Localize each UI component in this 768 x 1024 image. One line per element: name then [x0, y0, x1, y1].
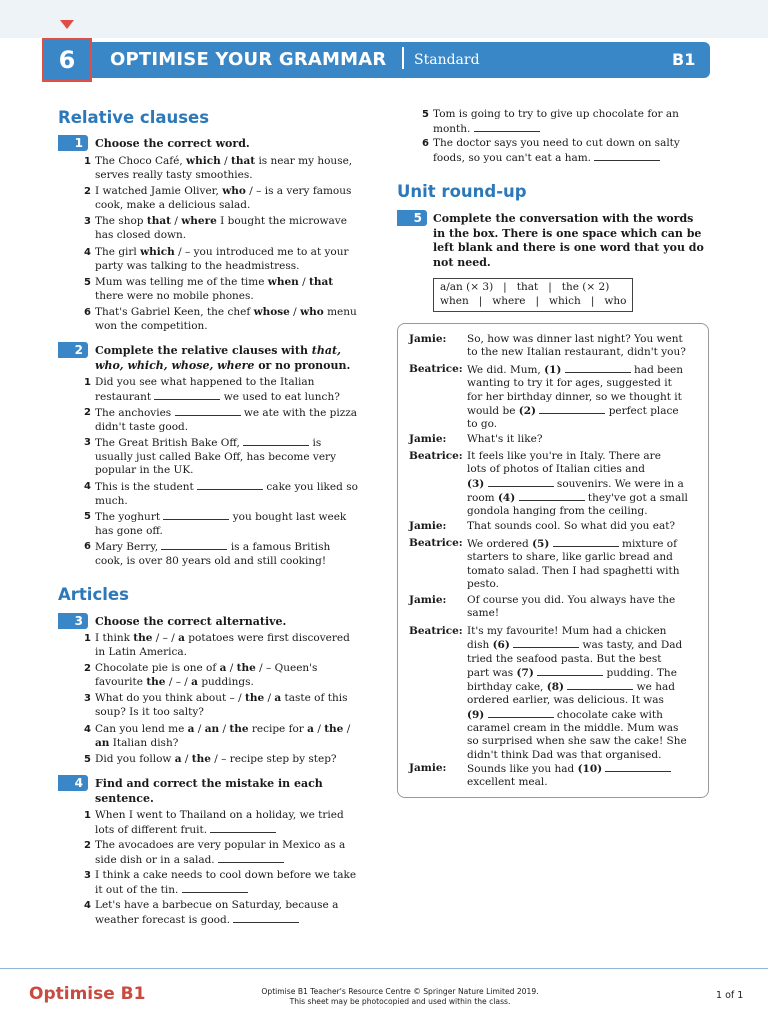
exercise-2-item-number: 4 — [84, 481, 91, 492]
word-box-line-2: when | where | which | who — [440, 295, 627, 307]
exercise-4-item-number: 5 — [422, 109, 429, 120]
conversation-line: What's it like? — [467, 433, 543, 445]
exercise-2-item-3 — [84, 436, 337, 478]
exercise-3-item-2 — [84, 662, 318, 689]
exercise-4-item-1 — [84, 809, 344, 837]
exercise-4-item-text: When I went to Thailand on a holiday, we tried — [95, 809, 344, 821]
exercise-1-item-1 — [84, 155, 353, 182]
conversation-line: caramel cream in the middle. Mum was — [467, 722, 679, 735]
exercise-2-item-text: The anchovies we ate with the pizza — [95, 407, 358, 419]
conversation-speaker: Jamie: — [409, 333, 447, 345]
exercise-1-item-text: won the competition. — [95, 319, 208, 332]
conversation-line: (3) souvenirs. We were in a — [467, 477, 684, 490]
conversation-line: excellent meal. — [467, 776, 548, 789]
exercise-2-item-text: Did you see what happened to the Italian — [95, 376, 315, 388]
exercise-4-item-number: 1 — [84, 810, 91, 821]
exercise-3-item-text: Can you lend me a / an / the recipe for a / the / — [95, 723, 351, 735]
exercise-number-5: 5 — [397, 210, 427, 226]
exercise-1-item-number: 1 — [84, 156, 91, 167]
exercise-2-item-4 — [84, 480, 358, 508]
exercise-1-item-text: The shop that / where I bought the microwave — [95, 215, 347, 227]
exercise-2-item-text: much. — [95, 494, 128, 507]
exercise-2-item-2 — [84, 406, 358, 434]
exercise-1-item-number: 2 — [84, 186, 91, 197]
exercise-1-item-text: The girl which / – you introduced me to at your — [95, 246, 349, 258]
conversation-turn — [467, 537, 703, 591]
exercise-4-item-number: 4 — [84, 900, 91, 911]
exercise-2-item-text: This is the student cake you liked so — [95, 481, 358, 493]
exercise-4-item-number: 6 — [422, 138, 429, 149]
exercise-2-instruction — [95, 344, 350, 373]
exercise-2-item-text: didn't taste good. — [95, 420, 189, 433]
exercise-4-item-6 — [422, 137, 680, 165]
conversation-speaker: Beatrice: — [409, 625, 463, 637]
exercise-3-item-text: an Italian dish? — [95, 736, 179, 749]
exercise-3-item-number: 5 — [84, 754, 91, 765]
exercise-1-item-text: party was talking to the headmistress. — [95, 259, 300, 272]
exercise-2-instruction-line-1: Complete the relative clauses with that, — [95, 344, 341, 357]
exercise-3-item-1 — [84, 632, 350, 659]
conversation-line: tried the seafood pasta. But the best — [467, 652, 662, 665]
conversation-line: starters to share, like garlic bread and — [467, 551, 673, 564]
exercise-1-item-text: has closed down. — [95, 228, 187, 241]
conversation-turn — [467, 520, 703, 533]
conversation-line: didn't think Dad was that organised. — [467, 748, 662, 761]
conversation-line: wanting to try it for ages, suggested it — [467, 377, 672, 390]
conversation-line: for her birthday dinner, so we thought it — [467, 390, 682, 403]
exercise-3-item-number: 4 — [84, 724, 91, 735]
footer-copyright-line-2: This sheet may be photocopied and used within the class. — [289, 997, 511, 1006]
exercise-1-item-text: serves really tasty smoothies. — [95, 168, 253, 181]
exercise-2-item-number: 1 — [84, 377, 91, 388]
exercise-2-item-number: 6 — [84, 541, 91, 552]
exercise-1-item-number: 3 — [84, 216, 91, 227]
exercise-3-item-text: favourite the / – / a puddings. — [95, 675, 254, 688]
section-heading-articles: Articles — [58, 585, 129, 604]
exercise-3-item-4 — [84, 723, 351, 750]
exercise-2-item-number: 3 — [84, 437, 91, 448]
unit-number-badge: 6 — [42, 38, 92, 82]
exercise-2-item-text: restaurant we used to eat lunch? — [95, 390, 340, 403]
exercise-3-item-3 — [84, 692, 348, 719]
exercise-1-item-5 — [84, 276, 334, 303]
conversation-speaker: Beatrice: — [409, 450, 463, 462]
conversation-turn — [467, 762, 703, 790]
word-box — [433, 278, 633, 312]
exercise-5-instruction-line: not need. — [433, 255, 491, 269]
exercise-4-item-text: Tom is going to try to give up chocolate for an — [433, 108, 679, 120]
exercise-number-2: 2 — [58, 342, 88, 358]
title-divider — [402, 47, 404, 69]
conversation-speaker: Beatrice: — [409, 537, 463, 549]
exercise-1-item-text: I watched Jamie Oliver, who / – is a very famous — [95, 185, 352, 197]
exercise-1-item-text: That's Gabriel Keen, the chef whose / who menu — [95, 306, 357, 318]
page-number: 1 of 1 — [716, 990, 744, 1001]
exercise-3-item-text: in Latin America. — [95, 645, 187, 658]
exercise-5-instruction-line: in the box. There is one space which can be — [433, 226, 702, 240]
conversation-line: It's my favourite! Mum had a chicken — [467, 625, 667, 637]
conversation-turn — [467, 450, 703, 518]
conversation-turn — [467, 625, 703, 762]
exercise-1-item-number: 5 — [84, 277, 91, 288]
exercise-4-item-5 — [422, 108, 679, 136]
conversation-speaker: Jamie: — [409, 594, 447, 606]
exercise-5-instruction-line: Complete the conversation with the words — [433, 212, 694, 225]
footer-copyright — [260, 987, 540, 1007]
conversation-line: to the new Italian restaurant, didn't you? — [467, 346, 686, 359]
exercise-1-item-text: Mum was telling me of the time when / that — [95, 276, 334, 288]
exercise-3-item-text: What do you think about – / the / a taste of this — [95, 692, 348, 704]
exercise-3-item-text: I think the / – / a potatoes were first discovered — [95, 632, 350, 644]
exercise-3-item-text: soup? Is it too salty? — [95, 705, 204, 718]
exercise-2-instruction-line-2: who, which, whose, where or no pronoun. — [95, 358, 351, 372]
exercise-1-item-2 — [84, 185, 352, 212]
conversation-speaker: Jamie: — [409, 520, 447, 532]
exercise-1-item-text: there were no mobile phones. — [95, 289, 254, 302]
footer-divider — [0, 968, 768, 969]
conversation-line: Sounds like you had (10) — [467, 762, 703, 776]
exercise-1-item-text: The Choco Café, which / that is near my house, — [95, 155, 353, 167]
exercise-4-item-text: weather forecast is good. — [95, 913, 338, 928]
exercise-1-instruction: Choose the correct word. — [95, 137, 250, 150]
exercise-4-instruction — [95, 777, 323, 806]
conversation-speaker: Jamie: — [409, 433, 447, 445]
exercise-4-item-text: The avocadoes are very popular in Mexico as a — [95, 839, 346, 851]
conversation-line: Of course you did. You always have the — [467, 594, 676, 606]
exercise-1-item-6 — [84, 306, 357, 333]
exercise-4-item-2 — [84, 839, 346, 867]
conversation-line: gondola hanging from the ceiling. — [467, 505, 648, 518]
conversation-line: dish (6) was tasty, and Dad — [467, 639, 683, 652]
exercise-4-item-number: 2 — [84, 840, 91, 851]
exercise-2-item-6 — [84, 540, 331, 568]
footer-brand: Optimise B1 — [29, 984, 146, 1004]
conversation-line: pesto. — [467, 577, 500, 590]
exercise-4-instruction-line-1: Find and correct the mistake in each — [95, 777, 323, 790]
section-heading-unit-roundup: Unit round-up — [397, 182, 527, 201]
exercise-1-item-text: cook, make a delicious salad. — [95, 198, 251, 211]
conversation-line: part was (7) pudding. The — [467, 666, 677, 679]
conversation-line: so surprised when she saw the cake! She — [467, 735, 687, 748]
exercise-2-item-text: has gone off. — [95, 524, 163, 537]
top-decoration — [0, 0, 768, 38]
exercise-4-item-3 — [84, 869, 357, 897]
exercise-5-instruction — [433, 212, 704, 270]
conversation-line: tomato salad. Then I had spaghetti with — [467, 564, 680, 577]
conversation-line: We did. Mum, (1) had been — [467, 364, 684, 376]
exercise-3-item-number: 1 — [84, 633, 91, 644]
conversation-line: birthday cake, (8) we had — [467, 681, 675, 694]
exercise-1-item-number: 6 — [84, 307, 91, 318]
exercise-2-item-number: 2 — [84, 407, 91, 418]
exercise-4-item-text: The doctor says you need to cut down on salty — [433, 137, 680, 149]
conversation-turn — [467, 433, 703, 446]
word-box-line-1: a/an (× 3) | that | the (× 2) — [440, 281, 610, 293]
exercise-4-item-text: month. — [433, 122, 679, 137]
exercise-2-item-number: 5 — [84, 511, 91, 522]
exercise-4-item-text: side dish or in a salad. — [95, 853, 345, 868]
exercise-1-item-number: 4 — [84, 247, 91, 258]
exercise-2-item-5 — [84, 510, 347, 538]
level-label: Standard — [414, 52, 480, 68]
exercise-4-item-text: lots of different fruit. — [95, 823, 344, 838]
exercise-4-item-text: I think a cake needs to cool down before we take — [95, 869, 357, 881]
conversation-turn — [467, 333, 703, 360]
conversation-line: lots of photos of Italian cities and — [467, 463, 645, 476]
section-heading-relative-clauses: Relative clauses — [58, 108, 210, 127]
exercise-3-item-number: 3 — [84, 693, 91, 704]
exercise-3-item-number: 2 — [84, 663, 91, 674]
exercise-4-item-4 — [84, 899, 339, 927]
conversation-speaker: Jamie: — [409, 762, 447, 774]
exercise-2-item-text: cook, is over 80 years old and still cooking! — [95, 554, 327, 567]
marker-arrow-icon — [60, 20, 74, 29]
exercise-2-item-text: usually just called Bake Off, has become very — [95, 450, 337, 463]
level-code: B1 — [672, 50, 696, 69]
exercise-3-item-text: Chocolate pie is one of a / the / – Queen's — [95, 662, 318, 674]
exercise-3-instruction: Choose the correct alternative. — [95, 615, 287, 628]
conversation-turn — [467, 594, 703, 621]
exercise-2-item-1 — [84, 376, 340, 404]
exercise-number-4: 4 — [58, 775, 88, 791]
page-title: OPTIMISE YOUR GRAMMAR — [110, 49, 387, 70]
conversation-line: ordered earlier, was delicious. It was — [467, 694, 664, 707]
conversation-line: (9) chocolate cake with — [467, 708, 663, 721]
conversation-line: to go. — [467, 418, 498, 431]
conversation-line: room (4) they've got a small — [467, 491, 688, 504]
exercise-number-3: 3 — [58, 613, 88, 629]
exercise-4-instruction-line-2: sentence. — [95, 791, 154, 805]
exercise-3-item-text: Did you follow a / the / – recipe step by step? — [95, 753, 337, 765]
exercise-number-1: 1 — [58, 135, 88, 151]
conversation-line: It feels like you're in Italy. There are — [467, 450, 661, 462]
exercise-3-item-5 — [84, 753, 337, 767]
exercise-4-item-number: 3 — [84, 870, 91, 881]
exercise-2-item-text: popular in the UK. — [95, 464, 194, 476]
footer-copyright-line-1: Optimise B1 Teacher's Resource Centre © Springer Nature Limited 2019. — [261, 987, 539, 996]
exercise-2-item-text: The Great British Bake Off, is — [95, 437, 322, 449]
conversation-line: That sounds cool. So what did you eat? — [467, 520, 676, 532]
conversation-line: would be (2) perfect place — [467, 404, 679, 417]
conversation-line: same! — [467, 607, 500, 620]
conversation-turn — [467, 363, 703, 431]
conversation-line: So, how was dinner last night? You went — [467, 333, 683, 345]
exercise-1-item-3 — [84, 215, 347, 242]
exercise-4-item-text: foods, so you can't eat a ham. — [433, 151, 680, 166]
exercise-2-item-text: Mary Berry, is a famous British — [95, 541, 331, 553]
conversation-speaker: Beatrice: — [409, 363, 463, 375]
exercise-4-item-text: Let's have a barbecue on Saturday, because a — [95, 899, 339, 911]
exercise-4-item-text: it out of the tin. — [95, 883, 356, 898]
conversation-line: We ordered (5) mixture of — [467, 538, 677, 550]
exercise-2-item-text: The yoghurt you bought last week — [95, 511, 347, 523]
exercise-5-instruction-line: left blank and there is one word that you do — [433, 241, 704, 254]
exercise-1-item-4 — [84, 246, 349, 273]
